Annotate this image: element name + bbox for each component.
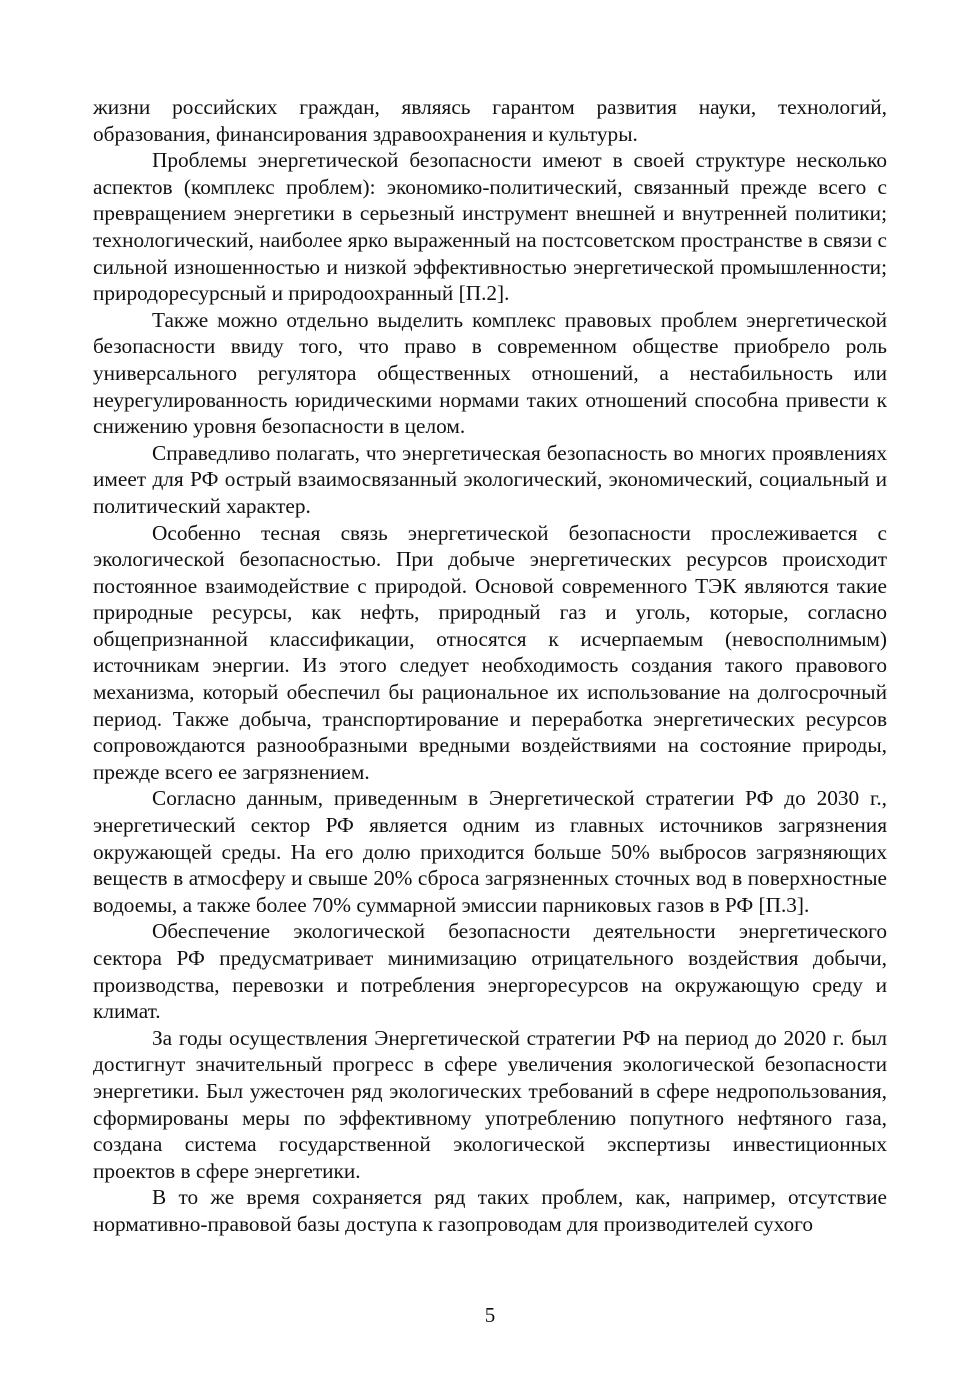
body-text (93, 94, 887, 1238)
paragraph-legal-problems: Также можно отдельно выделить комплекс правовых проблем энергетической безопасности ввиду того, что право в современном обществе приобрело роль универсального регулятора общественных отношений, а нестабильность или неурегулированность юридическими нормами таких отношений способна привести к снижению уровня безопасности в целом. (93, 307, 887, 439)
paragraph-strategy-data: Согласно данным, приведенным в Энергетической стратегии РФ до 2030 г., энергетический сектор РФ является одним из главных источников загрязнения окружающей среды. На его долю приходится больше 50% выбросов загрязняющих веществ в атмосферу и свыше 20% сброса загрязненных сточных вод в поверхностные водоемы, а также более 70% суммарной эмиссии парниковых газов в РФ [П.3]. (93, 786, 887, 917)
paragraph-progress: За годы осуществления Энергетической стратегии РФ на период до 2020 г. был достигнут значительный прогресс в сфере увеличения экологической безопасности энергетики. Был ужесточен ряд экологических требований в сфере недропользования, сформированы меры по эффективному употреблению попутного нефтяного газа, создана система государственной экологической экспертизы инвестиционных проектов в сфере энергетики. (93, 1025, 887, 1183)
paragraph-energy-security-aspects: Проблемы энергетической безопасности имеют в своей структуре несколько аспектов (комплекс проблем): экономико-политический, связанный прежде всего с превращением энергетики в серьезный инструмент внешней и внутренней политики; технологический, наиболее ярко выраженный на постсоветском пространстве в связи с сильной изношенностью и низкой эффективностью энергетической промышленности; природоресурсный и природоохранный [П.2]. (93, 148, 887, 306)
page-number: 5 (484, 1303, 496, 1327)
paragraph-remaining-problems: В то же время сохраняется ряд таких проблем, как, например, отсутствие нормативно-правовой базы доступа к газопроводам для производителей сухого (93, 1185, 887, 1236)
paragraph-ecological-provision: Обеспечение экологической безопасности деятельности энергетического сектора РФ предусматривает минимизацию отрицательного воздействия добычи, производства, перевозки и потребления энергоресурсов на окружающую среду и климат. (93, 919, 887, 1024)
paragraph-ecological-link: Особенно тесная связь энергетической безопасности прослеживается с экологической безопасностью. При добыче энергетических ресурсов происходит постоянное взаимодействие с природой. Основой современного ТЭК являются такие природные ресурсы, как нефть, природный газ и уголь, которые, согласно общепризнанной классификации, относятся к исчерпаемым (невосполнимым) источникам энергии. Из этого следует необходимость создания такого правового механизма, который обеспечил бы рациональное их использование на долгосрочный период. Также добыча, транспортирование и переработка энергетических ресурсов сопровождаются разнообразными вредными воздействиями на состояние природы, прежде всего ее загрязнением. (93, 520, 887, 784)
paragraph-character: Справедливо полагать, что энергетическая безопасность во многих проявлениях имеет для РФ острый взаимосвязанный экологический, экономический, социальный и политический характер. (93, 440, 887, 518)
paragraph-continuation: жизни российских граждан, являясь гарантом развития науки, технологий, образования, финансирования здравоохранения и культуры. (93, 95, 887, 146)
